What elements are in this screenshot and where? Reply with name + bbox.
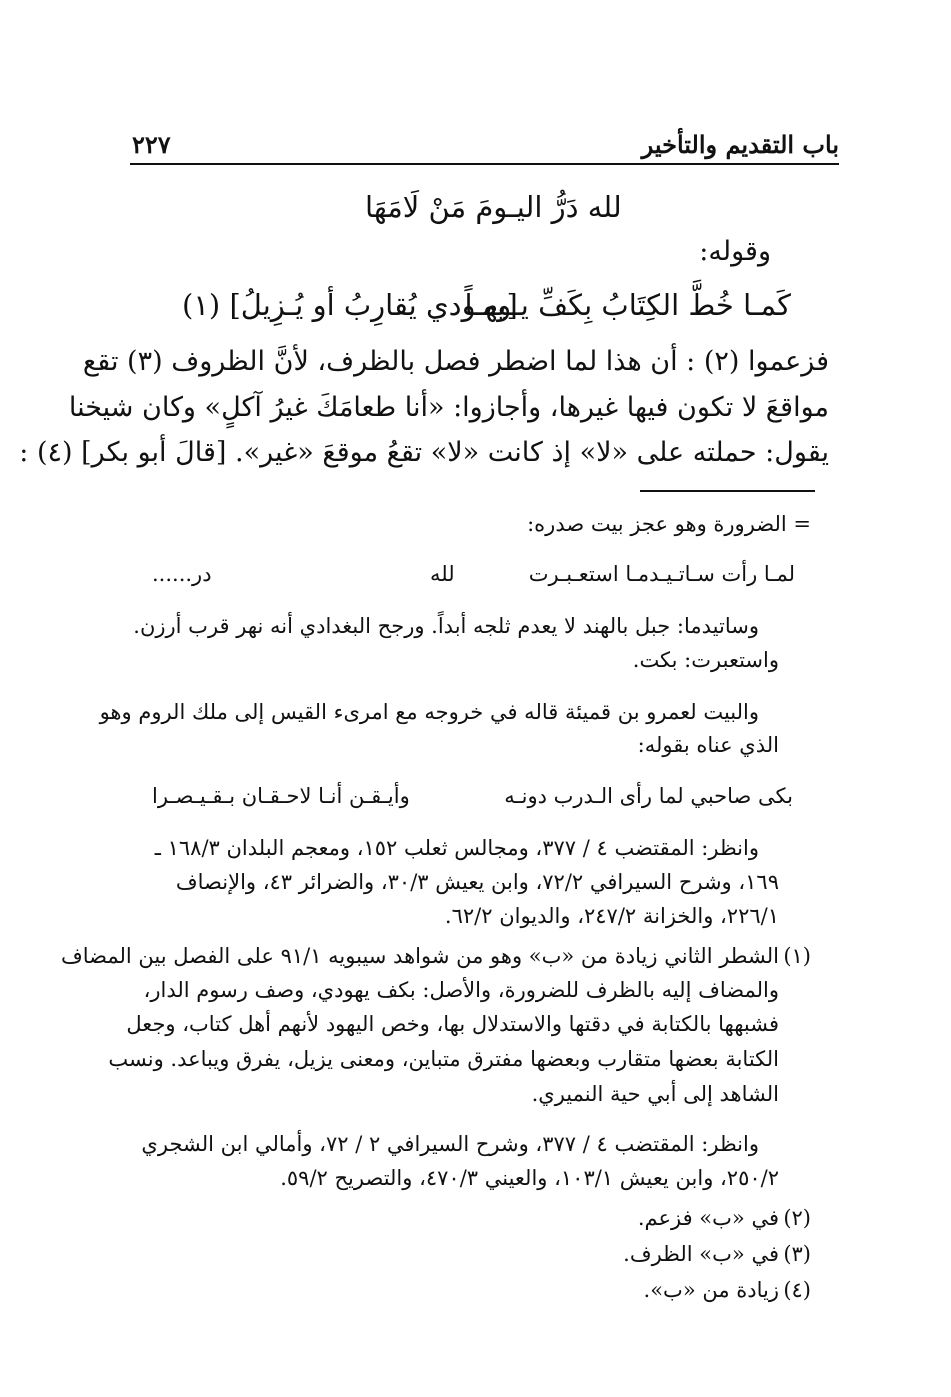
footnote-1-line: الشاهد إلى أبي حية النميري. [531, 1082, 779, 1106]
footnote-text-line: والبيت لعمرو بن قميئة قاله في خروجه مع امرىء القيس إلى ملك الروم وهو [99, 700, 759, 724]
main-paragraph-line-3: يقول: حملته على «لا» إذ كانت «لا» تقعُ موقعَ «غير». [قالَ أبو بكر] (٤) : [19, 437, 829, 468]
verse-line-1: لله دَرُّ اليـومَ مَنْ لَامَهَا [365, 190, 622, 224]
footnote-1-line: فشبهها بالكتابة في دقتها والاستدلال بها، وخص اليهود لأنهم أهل كتاب، وجعل [126, 1012, 779, 1036]
footnote-separator [640, 490, 815, 492]
footnote-reference-line: ٢٢٦/١، والخزانة ٢٤٧/٢، والديوان ٦٢/٢. [444, 904, 779, 928]
footnote-reference-line: ١٦٩، وشرح السيرافي ٧٢/٢، وابن يعيش ٣٠/٣، والضرائر ٤٣، والإنصاف [175, 870, 779, 894]
footnote-2-text: في «ب» فزعم. [637, 1206, 779, 1230]
footnote-4-text: زيادة من «ب». [643, 1278, 779, 1302]
footnote-4-number: (٤) [783, 1278, 811, 1302]
footnote-text-line: الذي عناه بقوله: [637, 733, 779, 757]
footnote-text-line: واستعبرت: بكت. [632, 648, 779, 672]
footnote-1-number: (١) [783, 944, 811, 968]
footnote-1-line: الشطر الثاني زيادة من «ب» وهو من شواهد سيبويه ٩١/١ على الفصل بين المضاف [60, 944, 779, 968]
footnote-3-text: في «ب» الظرف. [623, 1242, 779, 1266]
wa-qawluh-label: وقوله: [699, 236, 771, 267]
footnote-1-line: والمضاف إليه بالظرف للضرورة، والأصل: بكف يهودي، وصف رسوم الدار، [143, 978, 779, 1002]
footnote-verse-first-hemistich: بكى صاحبي لما رأى الـدرب دونـه [504, 784, 793, 808]
main-paragraph-line-2: مواقعَ لا تكون فيها غيرها، وأجازوا: «أنا طعامَكَ غيرُ آكلٍ» وكان شيخنا [68, 392, 829, 423]
footnote-2-number: (٢) [783, 1206, 811, 1230]
footnote-verse-second-hemistich: وأيـقـن أنـا لاحـقـان بـقـيـصـرا [152, 784, 410, 808]
footnote-continuation-lead: = الضرورة وهو عجز بيت صدره: [527, 512, 811, 536]
footnote-text-line: وساتيدما: جبل بالهند لا يعدم ثلجه أبداً. ورجح البغدادي أنه نهر قرب أرزن. [133, 614, 759, 638]
page-number: ٢٢٧ [132, 130, 171, 159]
footnote-3-number: (٣) [783, 1242, 811, 1266]
header-rule [130, 163, 839, 165]
verse-line-2-second-hemistich: [يهـودي يُقارِبُ أو يُـزِيلُ] (١) [182, 288, 518, 322]
main-paragraph-line-1: فزعموا (٢) : أن هذا لما اضطر فصل بالظرف، لأنَّ الظروف (٣) تقع [82, 346, 829, 377]
footnote-reference-line: وانظر: المقتضب ٤ / ٣٧٧، ومجالس ثعلب ١٥٢، ومعجم البلدان ١٦٨/٣ ـ [154, 836, 759, 860]
footnote-1-reference-line: وانظر: المقتضب ٤ / ٣٧٧، وشرح السيرافي ٢ / ٧٢، وأمالي ابن الشجري [141, 1132, 759, 1156]
footnote-1-line: الكتابة بعضها متقارب وبعضها مفترق متباين، ومعنى يزيل، يفرق ويباعد. ونسب [108, 1047, 779, 1071]
footnote-verse-second-hemistich: در...... [152, 562, 212, 586]
footnote-verse-word: لله [430, 562, 455, 586]
footnote-verse-first-hemistich: لمـا رأت سـاتـيـدمـا استعـبـرت [528, 562, 795, 586]
footnote-1-reference-line: ٢٥٠/٢، وابن يعيش ١٠٣/١، والعيني ٤٧٠/٣، والتصريح ٥٩/٢. [280, 1166, 779, 1190]
verse-line-2-first-hemistich: كَمـا خُطَّ الكِتَابُ بِكَفِّ يـومـاً [464, 288, 791, 322]
running-header-title: باب التقديم والتأخير [641, 130, 839, 159]
